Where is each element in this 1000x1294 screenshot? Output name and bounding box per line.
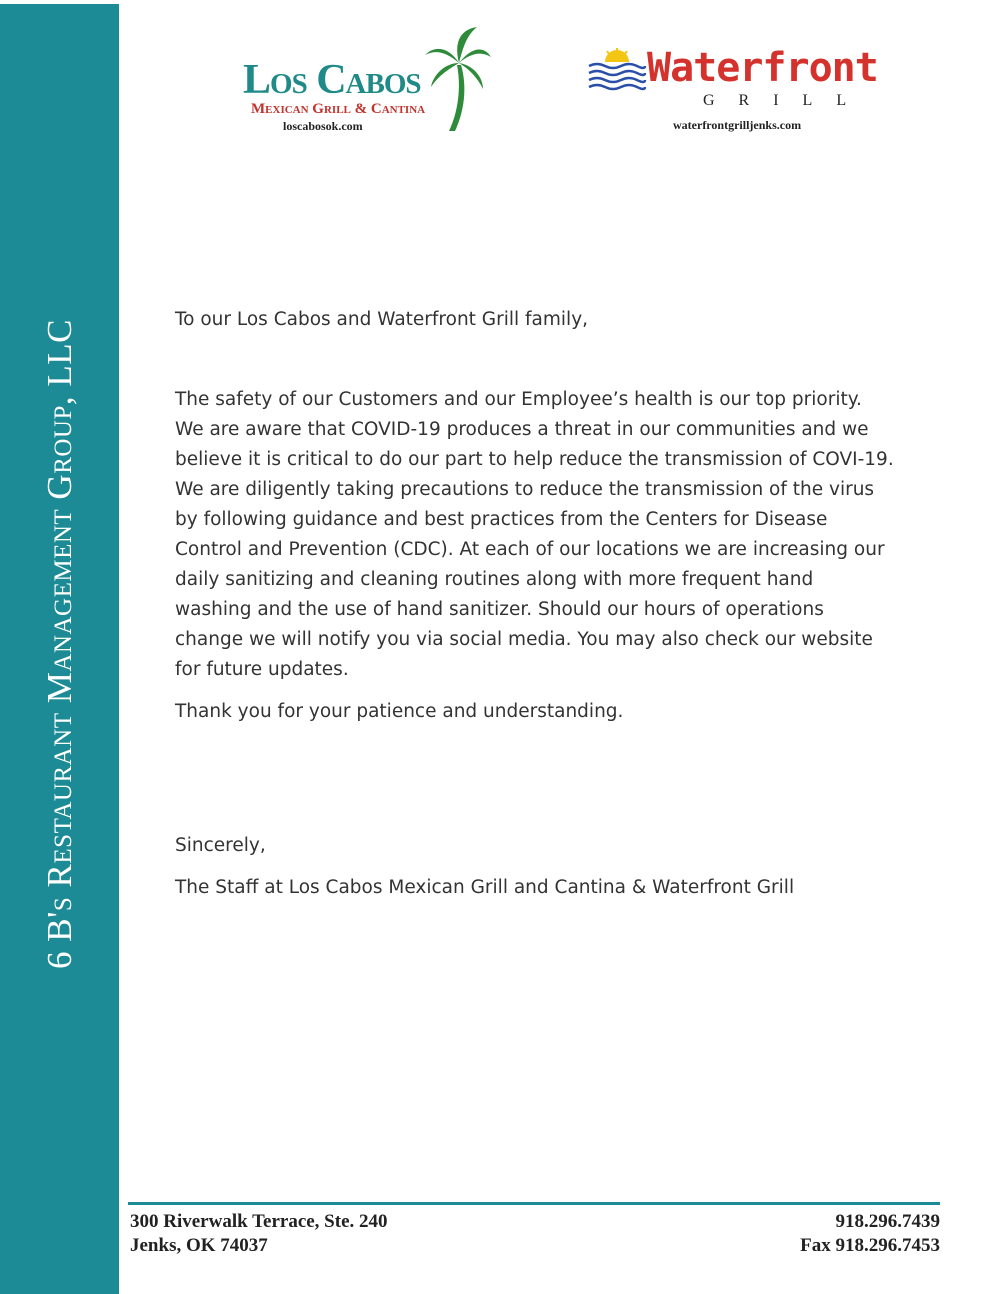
waterfront-logo: [585, 40, 878, 135]
waterfront-url: waterfrontgrilljenks.com: [673, 118, 802, 132]
los-cabos-url: loscabosok.com: [283, 119, 363, 133]
los-cabos-logo: [235, 25, 495, 140]
fax-number: Fax 918.296.7453: [800, 1235, 940, 1256]
body-paragraph: The safety of our Customers and our Employee’s health is our top priority. We are aware that COVID-19 produces a threat in our communities and we believe it is critical to do our part to help reduce the transmission of COVI-19. We are diligently taking precautions to reduce the transmission of the virus by following guidance and best practices from the Centers for Disease Control and Prevention (CDC). At each of our locations we are increasing our daily sanitizing and cleaning routines along with more frequent hand washing and the use of hand sanitizer. Should our hours of operations change we will notify you via social media. You may also check our website for future updates.: [175, 389, 894, 680]
closing: Sincerely,: [175, 835, 266, 856]
salutation: To our Los Cabos and Waterfront Grill family,: [175, 309, 589, 330]
los-cabos-subtitle: Mexican Grill & Cantina: [251, 101, 426, 117]
waterfront-title: Waterfront: [647, 45, 878, 91]
letter-body: [175, 305, 895, 903]
footer-divider: [128, 1202, 940, 1205]
sidebar-band: [0, 4, 119, 1294]
company-name: 6 B's Restaurant Management Group, LLC: [40, 318, 79, 970]
footer-contact: [800, 1210, 940, 1258]
address-line-2: Jenks, OK 74037: [130, 1235, 268, 1256]
phone-number: 918.296.7439: [835, 1211, 940, 1232]
thanks-line: Thank you for your patience and understanding.: [175, 701, 624, 722]
los-cabos-title: Los Cabos: [243, 57, 421, 103]
address-line-1: 300 Riverwalk Terrace, Ste. 240: [130, 1211, 388, 1232]
waterfront-subtitle: GRILL: [703, 92, 871, 109]
signature: The Staff at Los Cabos Mexican Grill and Cantina & Waterfront Grill: [175, 877, 795, 898]
footer-address: [130, 1210, 388, 1258]
sun-waves-icon: [587, 48, 647, 92]
palm-tree-icon: [423, 25, 493, 135]
